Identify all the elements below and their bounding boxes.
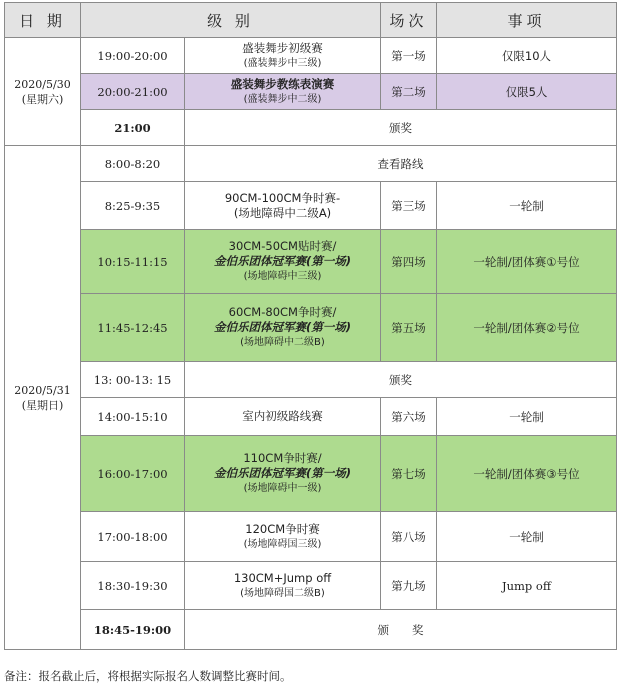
level-cell <box>185 562 381 610</box>
table-row <box>5 610 617 650</box>
level-name: 130CM+Jump off <box>233 570 332 585</box>
time-cell: 18:45-19:00 <box>81 610 185 650</box>
level-cell <box>185 38 381 74</box>
note-cell: 一轮制 <box>437 512 617 562</box>
note-cell: Jump off <box>437 562 617 610</box>
time-cell: 21:00 <box>81 110 185 146</box>
table-row <box>5 436 617 512</box>
level-grade: (盛装舞步中二级) <box>243 93 322 105</box>
footer-note: 备注：报名截止后，将根据实际报名人数调整比赛时间。 <box>4 669 292 683</box>
level-grade: (盛装舞步中三级) <box>243 57 322 69</box>
session-cell: 第二场 <box>381 74 437 110</box>
level-cell <box>185 512 381 562</box>
table-row <box>5 110 617 146</box>
session-cell: 第四场 <box>381 230 437 294</box>
table-row <box>5 146 617 182</box>
level-grade: (场地障碍国二级B) <box>240 587 325 599</box>
time-cell: 19:00-20:00 <box>81 38 185 74</box>
level-name: 120CM争时赛 <box>245 521 320 536</box>
session-cell: 第八场 <box>381 512 437 562</box>
table-row <box>5 362 617 398</box>
table-row <box>5 182 617 230</box>
level-name: 90CM-100CM争时赛- <box>224 190 341 205</box>
note-cell: 一轮制/团体赛①号位 <box>437 230 617 294</box>
note-cell: 仅限10人 <box>437 38 617 74</box>
merged-cell: 查看路线 <box>185 146 617 182</box>
level-cell <box>185 294 381 362</box>
session-cell: 第五场 <box>381 294 437 362</box>
schedule-table <box>4 2 617 650</box>
time-cell: 18:30-19:30 <box>81 562 185 610</box>
table-row <box>5 398 617 436</box>
level-cup: 金伯乐团体冠军赛(第一场) <box>213 466 351 480</box>
level-grade: (场地障碍国三级) <box>243 538 322 550</box>
session-cell: 第六场 <box>381 398 437 436</box>
note-cell: 仅限5人 <box>437 74 617 110</box>
date-text: 2020/5/31 <box>14 383 71 397</box>
session-cell: 第一场 <box>381 38 437 74</box>
note-cell: 一轮制/团体赛②号位 <box>437 294 617 362</box>
header-row <box>5 3 617 38</box>
date-cell-day2 <box>5 146 81 650</box>
session-cell: 第七场 <box>381 436 437 512</box>
note-cell: 一轮制/团体赛③号位 <box>437 436 617 512</box>
table-row <box>5 512 617 562</box>
header-level: 级 别 <box>81 3 381 38</box>
level-name: 盛装舞步教练表演赛 <box>230 76 335 91</box>
time-cell: 13: 00-13: 15 <box>81 362 185 398</box>
level-name: 30CM-50CM贴时赛/ <box>228 239 337 253</box>
table-row <box>5 294 617 362</box>
header-note: 事项 <box>437 3 617 38</box>
date-text: 2020/5/30 <box>14 77 71 91</box>
level-cell <box>185 74 381 110</box>
time-cell: 8:25-9:35 <box>81 182 185 230</box>
level-cell <box>185 436 381 512</box>
time-cell: 10:15-11:15 <box>81 230 185 294</box>
level-cell <box>185 230 381 294</box>
merged-cell: 颁奖 <box>185 110 617 146</box>
level-grade: (场地障碍中二级B) <box>240 337 325 348</box>
time-cell: 11:45-12:45 <box>81 294 185 362</box>
level-name: 盛装舞步初级赛 <box>242 40 323 55</box>
table-row <box>5 74 617 110</box>
level-name: 室内初级路线赛 <box>242 409 323 423</box>
level-cell <box>185 398 381 436</box>
level-grade: (场地障碍中二级A) <box>233 205 332 220</box>
merged-cell: 颁奖 <box>185 362 617 398</box>
table-row <box>5 38 617 74</box>
session-cell: 第九场 <box>381 562 437 610</box>
weekday-text: (星期六) <box>21 92 64 106</box>
level-name: 110CM争时赛/ <box>243 451 322 465</box>
time-cell: 8:00-8:20 <box>81 146 185 182</box>
time-cell: 14:00-15:10 <box>81 398 185 436</box>
merged-cell: 颁 奖 <box>185 610 617 650</box>
level-cup: 金伯乐团体冠军赛(第一场) <box>213 320 351 334</box>
time-cell: 17:00-18:00 <box>81 512 185 562</box>
level-cup: 金伯乐团体冠军赛(第一场) <box>213 254 351 268</box>
note-cell: 一轮制 <box>437 398 617 436</box>
level-name: 60CM-80CM争时赛/ <box>228 305 337 319</box>
table-row <box>5 562 617 610</box>
time-cell: 20:00-21:00 <box>81 74 185 110</box>
session-cell: 第三场 <box>381 182 437 230</box>
level-grade: (场地障碍中一级) <box>243 483 322 494</box>
table-row <box>5 230 617 294</box>
header-date: 日 期 <box>5 3 81 38</box>
note-cell: 一轮制 <box>437 182 617 230</box>
time-cell: 16:00-17:00 <box>81 436 185 512</box>
header-session: 场次 <box>381 3 437 38</box>
level-grade: (场地障碍中三级) <box>243 271 322 282</box>
weekday-text: (星期日) <box>21 398 64 412</box>
date-cell-day1 <box>5 38 81 146</box>
level-cell <box>185 182 381 230</box>
